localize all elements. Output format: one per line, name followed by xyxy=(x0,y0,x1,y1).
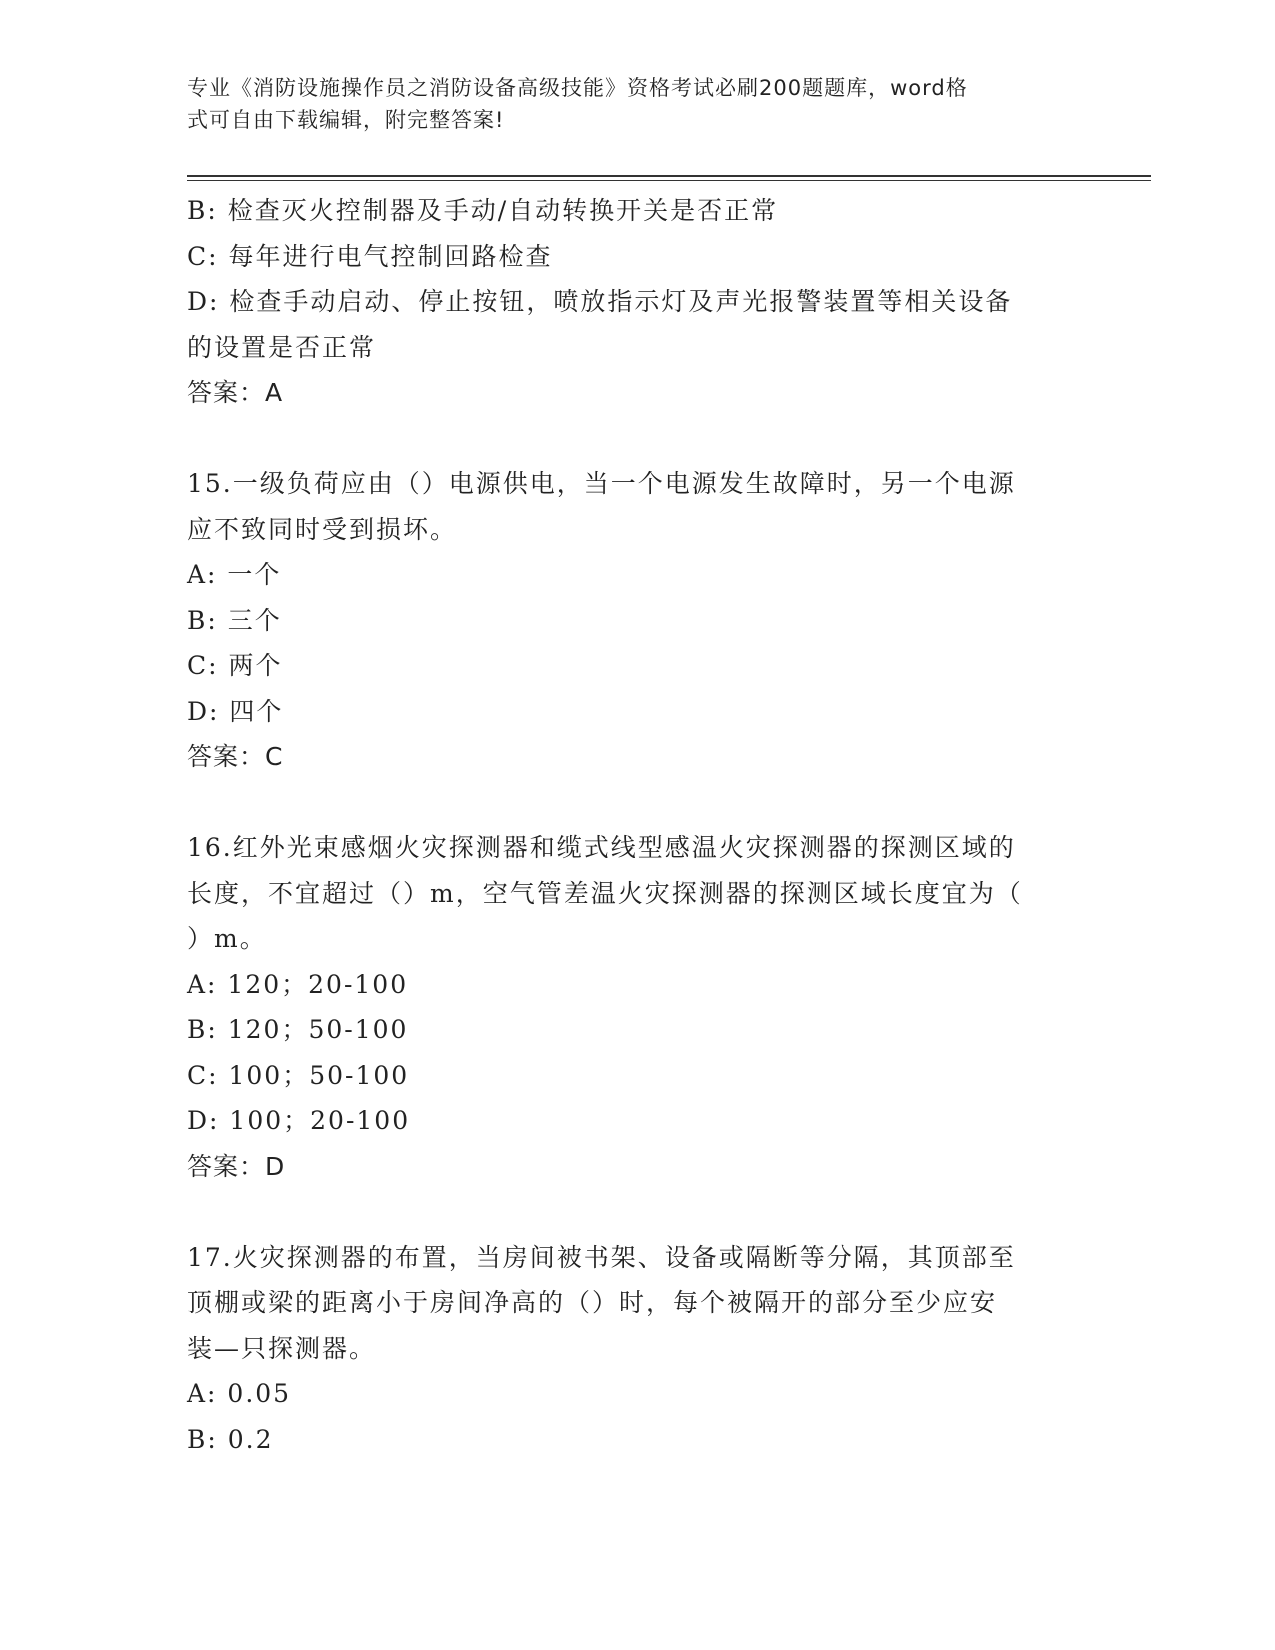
option-b: B: 0.2 xyxy=(187,1424,274,1454)
option-d-continued: 的设置是否正常 xyxy=(187,332,377,362)
header-divider xyxy=(187,175,1151,177)
question-text: 装—只探测器。 xyxy=(187,1333,377,1363)
question-text: 16.红外光束感烟火灾探测器和缆式线型感温火灾探测器的探测区域的 xyxy=(187,833,1016,862)
header-line-1: 专业《消防设施操作员之消防设备高级技能》资格考试必刷200题题库，word格 xyxy=(187,76,968,100)
answer: 答案：A xyxy=(187,378,284,407)
question-15 xyxy=(187,461,1067,780)
option-d: D: 检查手动启动、停止按钮，喷放指示灯及声光报警装置等相关设备 xyxy=(187,287,1013,316)
option-c: C: 100；50-100 xyxy=(187,1060,410,1090)
answer: 答案：D xyxy=(187,1151,286,1181)
answer: 答案：C xyxy=(187,742,284,771)
option-b: B: 检查灭火控制器及手动/自动转换开关是否正常 xyxy=(187,196,779,225)
document-header xyxy=(187,72,1067,136)
question-text: 长度，不宜超过（）m，空气管差温火灾探测器的探测区域长度宜为（ xyxy=(187,878,1023,908)
option-c: C: 两个 xyxy=(187,651,283,680)
option-c: C: 每年进行电气控制回路检查 xyxy=(187,241,553,271)
question-text: ）m。 xyxy=(187,924,267,953)
question-text: 应不致同时受到损坏。 xyxy=(187,514,458,544)
option-b: B: 120；50-100 xyxy=(187,1015,409,1044)
question-16 xyxy=(187,825,1067,1189)
option-a: A: 一个 xyxy=(187,560,282,589)
option-b: B: 三个 xyxy=(187,605,282,635)
question-text: 15.一级负荷应由（）电源供电，当一个电源发生故障时，另一个电源 xyxy=(187,469,1016,498)
header-line-2: 式可自由下载编辑，附完整答案! xyxy=(187,108,505,132)
question-text: 顶棚或梁的距离小于房间净高的（）时，每个被隔开的部分至少应安 xyxy=(187,1288,998,1317)
question-17 xyxy=(187,1235,1067,1463)
option-a: A: 0.05 xyxy=(187,1379,292,1408)
document-body xyxy=(187,188,1067,1462)
question-text: 17.火灾探测器的布置，当房间被书架、设备或隔断等分隔，其顶部至 xyxy=(187,1242,1016,1272)
option-a: A: 120；20-100 xyxy=(187,969,409,999)
option-d: D: 100；20-100 xyxy=(187,1106,411,1135)
question-14-tail xyxy=(187,188,1067,416)
header-divider-thin xyxy=(187,180,1151,181)
option-d: D: 四个 xyxy=(187,696,284,726)
